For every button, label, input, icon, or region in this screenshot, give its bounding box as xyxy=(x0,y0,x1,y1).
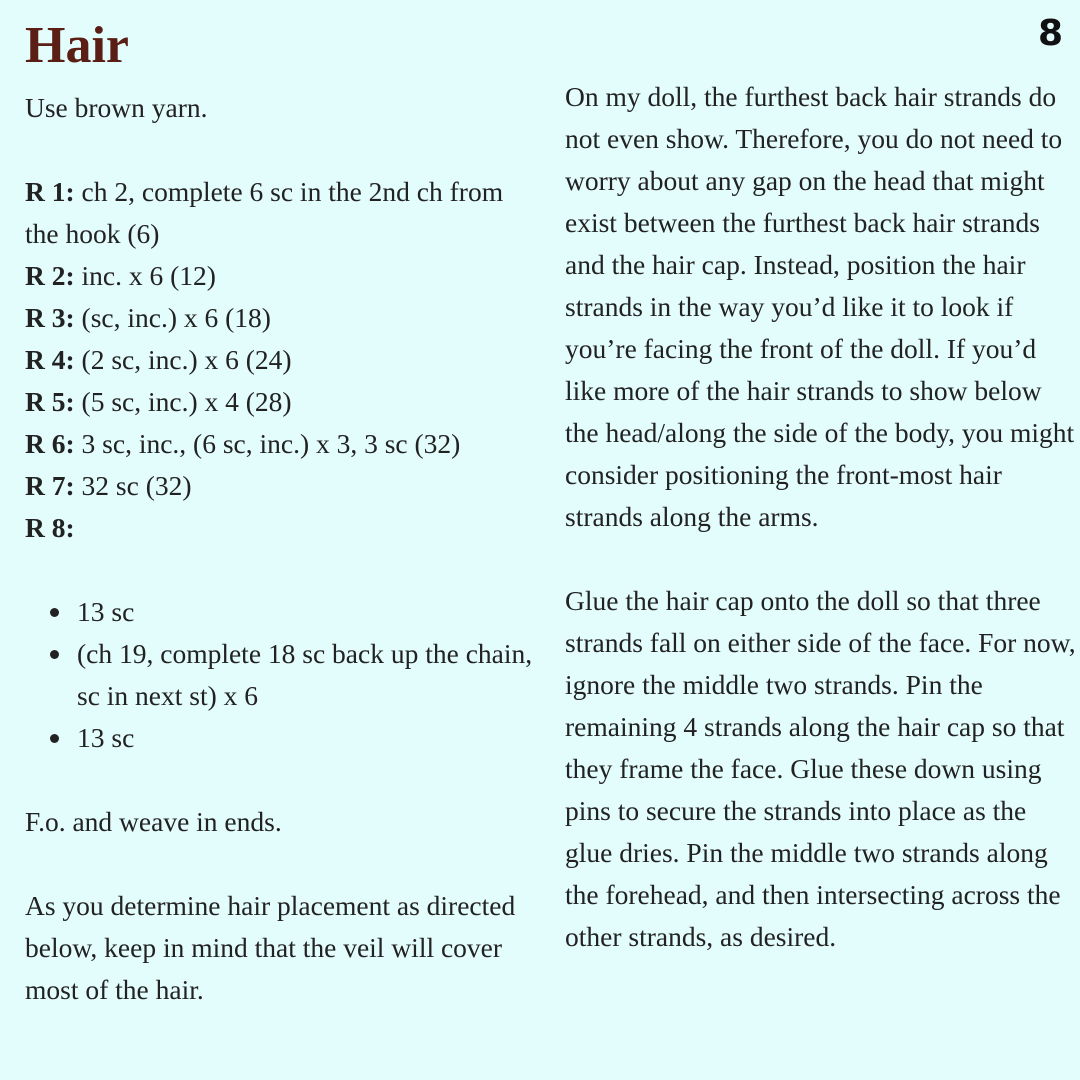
bullet-icon xyxy=(50,734,59,743)
round-label: R 4: xyxy=(25,344,75,375)
list-item xyxy=(25,717,535,759)
round-7 xyxy=(25,465,535,507)
round-text: (sc, inc.) x 6 (18) xyxy=(74,302,271,333)
list-item-text: 13 sc xyxy=(77,722,135,753)
bullet-icon xyxy=(50,608,59,617)
round-label: R 1: xyxy=(25,176,75,207)
left-column xyxy=(25,87,535,1011)
round-label: R 6: xyxy=(25,428,75,459)
round-text: 3 sc, inc., (6 sc, inc.) x 3, 3 sc (32) xyxy=(74,428,461,459)
page-number: 8 xyxy=(1038,13,1064,54)
list-item xyxy=(25,591,535,633)
round-text: (2 sc, inc.) x 6 (24) xyxy=(74,344,292,375)
bullet-icon xyxy=(50,650,59,659)
round-label: R 5: xyxy=(25,386,75,417)
list-item-text: (ch 19, complete 18 sc back up the chain, sc in next st) x 6 xyxy=(77,638,533,711)
round-text: inc. x 6 (12) xyxy=(74,260,216,291)
round-5 xyxy=(25,381,535,423)
paragraph-glue-instructions: Glue the hair cap onto the doll so that three strands fall on either side of the face. For now, ignore the middle two strands. Pin the remaining 4 strands along the hair cap so that they frame the face. Glue these down using pins to secure the strands into place as the glue dries. Pin the middle two strands along the forehead, and then intersecting across the other strands, as desired. xyxy=(565,585,1076,952)
page-title: Hair xyxy=(25,17,129,74)
intro-text: Use brown yarn. xyxy=(25,92,208,123)
round-label: R 3: xyxy=(25,302,75,333)
round-label: R 7: xyxy=(25,470,75,501)
round-label: R 8: xyxy=(25,512,75,543)
round-6 xyxy=(25,423,535,465)
list-item-text: 13 sc xyxy=(77,596,135,627)
round-text: (5 sc, inc.) x 4 (28) xyxy=(74,386,292,417)
paragraph-hair-strands: On my doll, the furthest back hair strands do not even show. Therefore, you do not need to worry about any gap on the head that might exist between the furthest back hair strands and the hair cap. Instead, position the hair strands in the way you’d like it to look if you’re facing the front of the doll. If you’d like more of the hair strands to show below the head/along the side of the body, you might consider positioning the front-most hair strands along the arms. xyxy=(565,81,1075,532)
list-item xyxy=(25,633,535,717)
round-8 xyxy=(25,507,535,549)
round-text: 32 sc (32) xyxy=(74,470,192,501)
round-1 xyxy=(25,171,535,255)
round-3 xyxy=(25,297,535,339)
round-8-steps xyxy=(25,591,535,759)
round-4 xyxy=(25,339,535,381)
finish-text: F.o. and weave in ends. xyxy=(25,806,282,837)
right-column xyxy=(565,76,1080,958)
placement-note: As you determine hair placement as directed below, keep in mind that the veil will cover most of the hair. xyxy=(25,890,516,1005)
round-2 xyxy=(25,255,535,297)
round-text: ch 2, complete 6 sc in the 2nd ch from the hook (6) xyxy=(25,176,504,249)
round-label: R 2: xyxy=(25,260,75,291)
